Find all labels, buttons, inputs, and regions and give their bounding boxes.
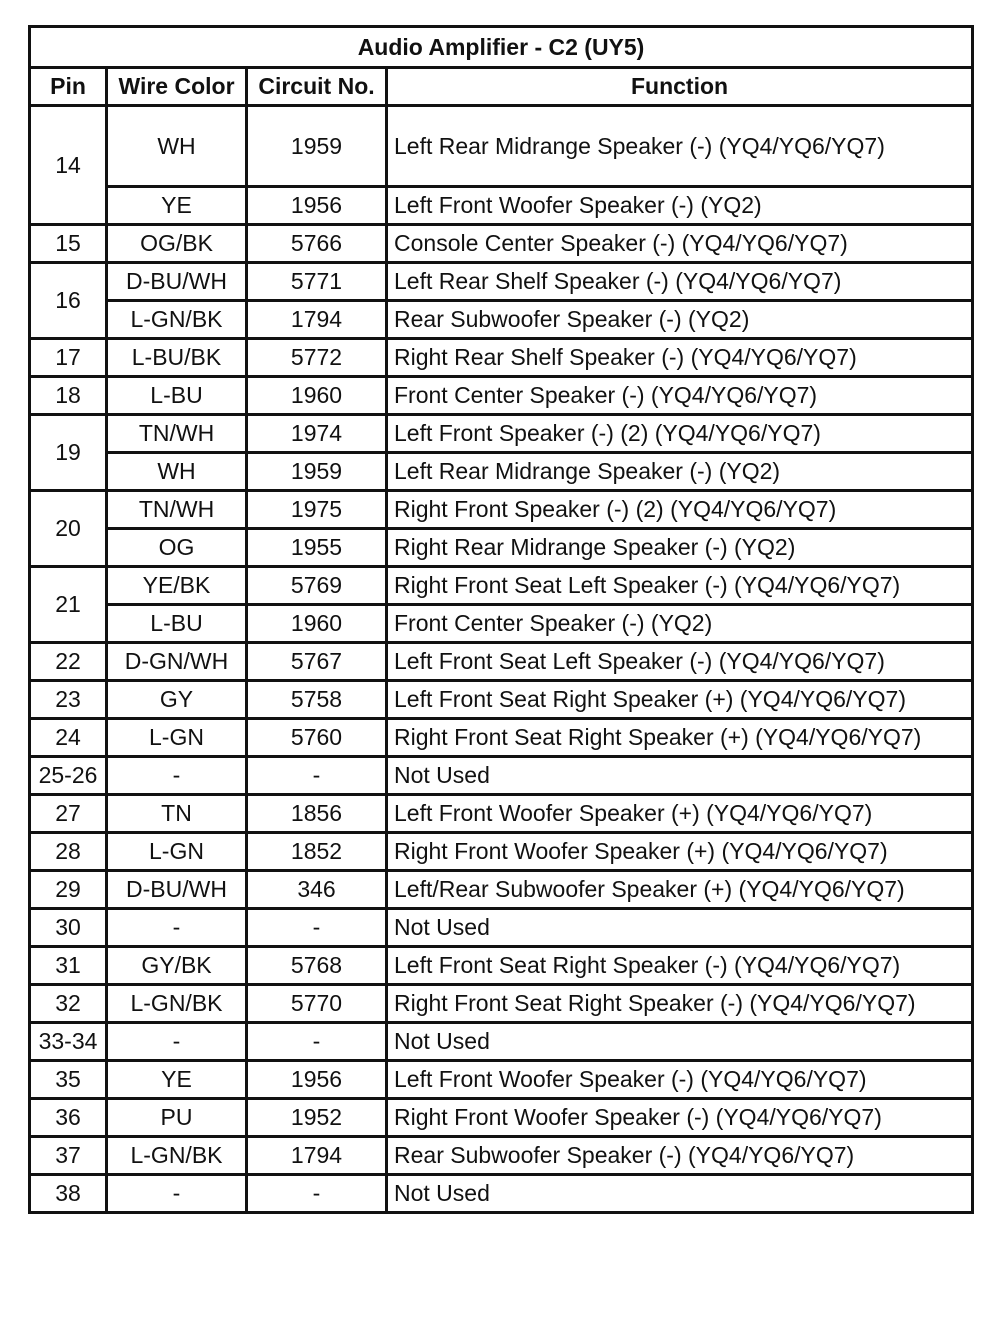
circuit-cell: 5768 — [247, 947, 387, 985]
function-cell: Left Front Seat Right Speaker (+) (YQ4/YQ6/YQ7) — [387, 681, 973, 719]
function-cell: Left Rear Midrange Speaker (-) (YQ2) — [387, 453, 973, 491]
connector-pinout-sheet — [28, 25, 971, 1214]
pin-cell: 37 — [30, 1137, 107, 1175]
circuit-cell: 1856 — [247, 795, 387, 833]
circuit-cell: - — [247, 1175, 387, 1213]
function-cell: Left Front Seat Left Speaker (-) (YQ4/YQ6/YQ7) — [387, 643, 973, 681]
pin-cell: 38 — [30, 1175, 107, 1213]
table-row — [30, 339, 973, 377]
wire-color-cell: D-GN/WH — [107, 643, 247, 681]
circuit-cell: 5758 — [247, 681, 387, 719]
pin-cell: 22 — [30, 643, 107, 681]
wire-color-cell: L-GN — [107, 719, 247, 757]
circuit-cell: 5766 — [247, 225, 387, 263]
circuit-cell: 5772 — [247, 339, 387, 377]
header-wire-color: Wire Color — [107, 68, 247, 106]
table-row — [30, 605, 973, 643]
table-row — [30, 833, 973, 871]
circuit-cell: 1959 — [247, 106, 387, 187]
function-cell: Not Used — [387, 1175, 973, 1213]
function-cell: Right Front Woofer Speaker (+) (YQ4/YQ6/YQ7) — [387, 833, 973, 871]
wire-color-cell: L-BU — [107, 377, 247, 415]
pin-cell: 36 — [30, 1099, 107, 1137]
function-cell: Front Center Speaker (-) (YQ4/YQ6/YQ7) — [387, 377, 973, 415]
function-cell: Left Front Woofer Speaker (-) (YQ4/YQ6/YQ7) — [387, 1061, 973, 1099]
table-row — [30, 1137, 973, 1175]
function-cell: Left/Rear Subwoofer Speaker (+) (YQ4/YQ6/YQ7) — [387, 871, 973, 909]
pin-cell: 30 — [30, 909, 107, 947]
wire-color-cell: L-GN — [107, 833, 247, 871]
function-cell: Left Front Seat Right Speaker (-) (YQ4/YQ6/YQ7) — [387, 947, 973, 985]
table-row — [30, 871, 973, 909]
circuit-cell: 1956 — [247, 1061, 387, 1099]
table-row — [30, 491, 973, 529]
pin-cell: 19 — [30, 415, 107, 491]
table-row — [30, 643, 973, 681]
header-function: Function — [387, 68, 973, 106]
function-cell: Right Front Woofer Speaker (-) (YQ4/YQ6/YQ7) — [387, 1099, 973, 1137]
circuit-cell: 5769 — [247, 567, 387, 605]
wire-color-cell: TN/WH — [107, 491, 247, 529]
wire-color-cell: WH — [107, 453, 247, 491]
pinout-table — [28, 25, 974, 1214]
circuit-cell: - — [247, 757, 387, 795]
table-row — [30, 567, 973, 605]
function-cell: Console Center Speaker (-) (YQ4/YQ6/YQ7) — [387, 225, 973, 263]
pinout-rows — [30, 106, 973, 1213]
table-row — [30, 985, 973, 1023]
circuit-cell: 1960 — [247, 605, 387, 643]
table-row — [30, 301, 973, 339]
function-cell: Right Front Speaker (-) (2) (YQ4/YQ6/YQ7) — [387, 491, 973, 529]
table-row — [30, 1023, 973, 1061]
wire-color-cell: YE — [107, 187, 247, 225]
table-row — [30, 681, 973, 719]
function-cell: Not Used — [387, 757, 973, 795]
function-cell: Rear Subwoofer Speaker (-) (YQ2) — [387, 301, 973, 339]
function-cell: Left Front Speaker (-) (2) (YQ4/YQ6/YQ7) — [387, 415, 973, 453]
wire-color-cell: YE/BK — [107, 567, 247, 605]
header-pin: Pin — [30, 68, 107, 106]
pin-cell: 18 — [30, 377, 107, 415]
wire-color-cell: - — [107, 1023, 247, 1061]
circuit-cell: 5771 — [247, 263, 387, 301]
wire-color-cell: L-GN/BK — [107, 985, 247, 1023]
function-cell: Right Rear Shelf Speaker (-) (YQ4/YQ6/YQ7) — [387, 339, 973, 377]
wire-color-cell: WH — [107, 106, 247, 187]
pin-cell: 24 — [30, 719, 107, 757]
table-row — [30, 757, 973, 795]
function-cell: Front Center Speaker (-) (YQ2) — [387, 605, 973, 643]
pin-cell: 29 — [30, 871, 107, 909]
wire-color-cell: TN — [107, 795, 247, 833]
wire-color-cell: - — [107, 909, 247, 947]
wire-color-cell: GY/BK — [107, 947, 247, 985]
function-cell: Left Rear Midrange Speaker (-) (YQ4/YQ6/YQ7) — [387, 106, 973, 187]
wire-color-cell: L-GN/BK — [107, 1137, 247, 1175]
pin-cell: 27 — [30, 795, 107, 833]
circuit-cell: - — [247, 909, 387, 947]
function-cell: Right Rear Midrange Speaker (-) (YQ2) — [387, 529, 973, 567]
circuit-cell: 1956 — [247, 187, 387, 225]
circuit-cell: 1852 — [247, 833, 387, 871]
circuit-cell: 1955 — [247, 529, 387, 567]
function-cell: Not Used — [387, 1023, 973, 1061]
pin-cell: 16 — [30, 263, 107, 339]
pin-cell: 35 — [30, 1061, 107, 1099]
table-row — [30, 187, 973, 225]
wire-color-cell: D-BU/WH — [107, 871, 247, 909]
pin-cell: 33-34 — [30, 1023, 107, 1061]
circuit-cell: 1974 — [247, 415, 387, 453]
wire-color-cell: D-BU/WH — [107, 263, 247, 301]
function-cell: Not Used — [387, 909, 973, 947]
wire-color-cell: YE — [107, 1061, 247, 1099]
wire-color-cell: - — [107, 1175, 247, 1213]
function-cell: Left Front Woofer Speaker (+) (YQ4/YQ6/YQ7) — [387, 795, 973, 833]
table-row — [30, 263, 973, 301]
circuit-cell: 5767 — [247, 643, 387, 681]
table-title: Audio Amplifier - C2 (UY5) — [30, 27, 973, 68]
circuit-cell: - — [247, 1023, 387, 1061]
circuit-cell: 1959 — [247, 453, 387, 491]
wire-color-cell: GY — [107, 681, 247, 719]
pin-cell: 32 — [30, 985, 107, 1023]
table-row — [30, 377, 973, 415]
table-row — [30, 225, 973, 263]
circuit-cell: 5760 — [247, 719, 387, 757]
wire-color-cell: TN/WH — [107, 415, 247, 453]
circuit-cell: 1794 — [247, 1137, 387, 1175]
circuit-cell: 346 — [247, 871, 387, 909]
function-cell: Right Front Seat Right Speaker (+) (YQ4/YQ6/YQ7) — [387, 719, 973, 757]
header-circuit-no: Circuit No. — [247, 68, 387, 106]
function-cell: Left Rear Shelf Speaker (-) (YQ4/YQ6/YQ7) — [387, 263, 973, 301]
circuit-cell: 1960 — [247, 377, 387, 415]
function-cell: Right Front Seat Right Speaker (-) (YQ4/YQ6/YQ7) — [387, 985, 973, 1023]
pin-cell: 25-26 — [30, 757, 107, 795]
table-row — [30, 1099, 973, 1137]
circuit-cell: 5770 — [247, 985, 387, 1023]
wire-color-cell: L-BU — [107, 605, 247, 643]
wire-color-cell: OG/BK — [107, 225, 247, 263]
pin-cell: 17 — [30, 339, 107, 377]
pin-cell: 31 — [30, 947, 107, 985]
pin-cell: 28 — [30, 833, 107, 871]
pin-cell: 15 — [30, 225, 107, 263]
table-row — [30, 453, 973, 491]
circuit-cell: 1952 — [247, 1099, 387, 1137]
wire-color-cell: OG — [107, 529, 247, 567]
table-row — [30, 795, 973, 833]
wire-color-cell: L-BU/BK — [107, 339, 247, 377]
function-cell: Rear Subwoofer Speaker (-) (YQ4/YQ6/YQ7) — [387, 1137, 973, 1175]
circuit-cell: 1975 — [247, 491, 387, 529]
pin-cell: 23 — [30, 681, 107, 719]
table-row — [30, 947, 973, 985]
table-row — [30, 106, 973, 187]
wire-color-cell: L-GN/BK — [107, 301, 247, 339]
table-row — [30, 1175, 973, 1213]
table-row — [30, 1061, 973, 1099]
pin-cell: 14 — [30, 106, 107, 225]
wire-color-cell: - — [107, 757, 247, 795]
function-cell: Left Front Woofer Speaker (-) (YQ2) — [387, 187, 973, 225]
table-row — [30, 909, 973, 947]
circuit-cell: 1794 — [247, 301, 387, 339]
pin-cell: 21 — [30, 567, 107, 643]
function-cell: Right Front Seat Left Speaker (-) (YQ4/YQ6/YQ7) — [387, 567, 973, 605]
pin-cell: 20 — [30, 491, 107, 567]
table-row — [30, 529, 973, 567]
wire-color-cell: PU — [107, 1099, 247, 1137]
table-row — [30, 719, 973, 757]
table-row — [30, 415, 973, 453]
